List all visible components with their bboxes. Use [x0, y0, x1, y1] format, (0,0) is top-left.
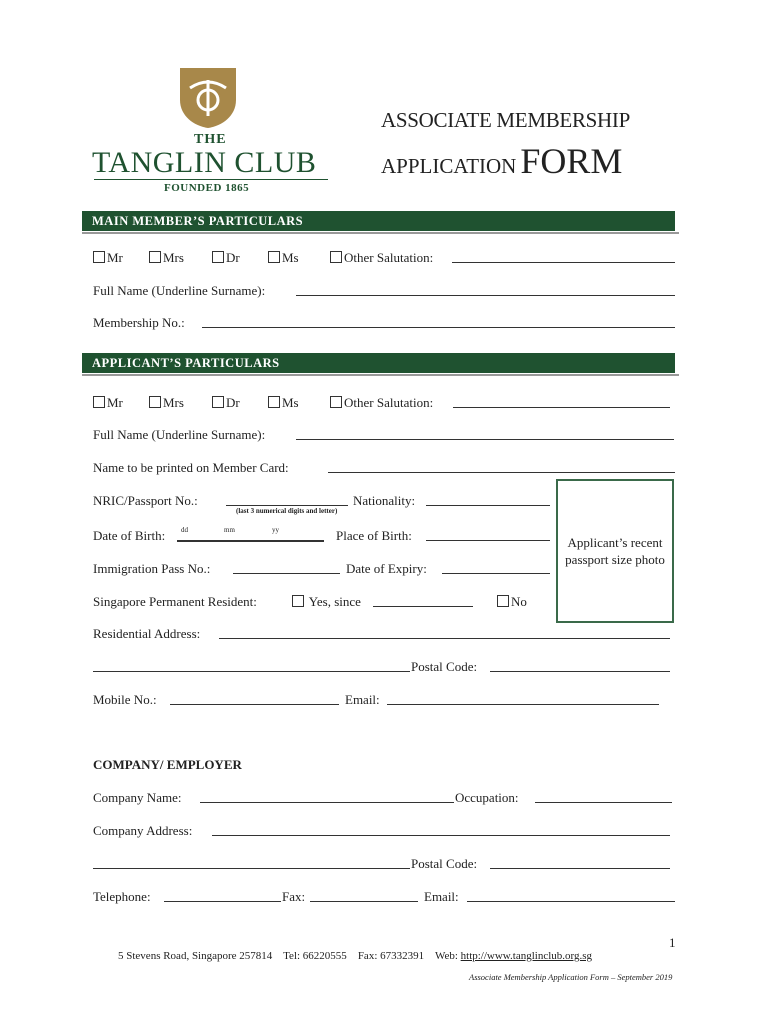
co-fax-label: Fax: — [282, 889, 306, 904]
mm-salutation-mrs[interactable]: Mrs — [149, 250, 184, 266]
ap-address-label: Residential Address: — [93, 626, 201, 641]
mm-salutation-ms[interactable]: Ms — [268, 250, 299, 266]
co-email-field[interactable] — [467, 901, 675, 902]
co-occupation-field[interactable] — [535, 802, 672, 803]
ap-pob-field[interactable] — [426, 540, 550, 541]
checkbox-icon — [149, 251, 161, 263]
ap-nationality-label: Nationality: — [353, 493, 416, 508]
co-email-label: Email: — [424, 889, 459, 904]
applicant-heading: APPLICANT’S PARTICULARS — [82, 353, 675, 373]
ap-address-field[interactable] — [219, 638, 670, 639]
footer-web-link[interactable]: http://www.tanglinclub.org.sg — [460, 950, 593, 962]
ap-card-name-label: Name to be printed on Member Card: — [93, 460, 289, 475]
ap-email-label: Email: — [345, 692, 380, 707]
mm-full-name-label: Full Name (Underline Surname): — [93, 283, 266, 298]
ap-pob-label: Place of Birth: — [336, 528, 412, 543]
ap-expiry-label: Date of Expiry: — [346, 561, 427, 576]
ap-card-name-field[interactable] — [328, 472, 675, 473]
photo-instructions: Applicant’s recent passport size photo — [565, 535, 665, 567]
ap-dob-field[interactable] — [177, 540, 324, 542]
form-title-line2 — [381, 140, 622, 182]
ap-mobile-field[interactable] — [170, 704, 339, 705]
ap-expiry-field[interactable] — [442, 573, 550, 574]
co-address-field[interactable] — [212, 835, 670, 836]
co-name-label: Company Name: — [93, 790, 182, 805]
ap-nric-label: NRIC/Passport No.: — [93, 493, 198, 508]
co-postal-field[interactable] — [490, 868, 670, 869]
ap-salutation-dr[interactable]: Dr — [212, 395, 240, 411]
ap-pr-no[interactable]: No — [497, 594, 527, 610]
mm-salutation-other[interactable]: Other Salutation: — [330, 250, 433, 266]
checkbox-icon — [212, 396, 224, 408]
checkbox-icon — [93, 396, 105, 408]
ap-salutation-mr[interactable]: Mr — [93, 395, 123, 411]
mm-other-salutation-field[interactable] — [452, 262, 675, 263]
checkbox-icon — [330, 396, 342, 408]
ap-mobile-label: Mobile No.: — [93, 692, 157, 707]
checkbox-icon — [330, 251, 342, 263]
ap-immigration-field[interactable] — [233, 573, 340, 574]
form-identifier: Associate Membership Application Form – September 2019 — [469, 972, 673, 982]
logo-the: THE — [194, 132, 227, 147]
ap-pr-yes[interactable]: Yes, since — [292, 594, 361, 610]
ap-salutation-ms[interactable]: Ms — [268, 395, 299, 411]
title-application: APPLICATION — [381, 154, 517, 178]
checkbox-icon — [149, 396, 161, 408]
ap-dob-mm: mm — [224, 526, 235, 534]
ap-dob-dd: dd — [181, 526, 188, 534]
co-address-label: Company Address: — [93, 823, 193, 838]
club-logo — [90, 66, 330, 196]
footer-address: 5 Stevens Road, Singapore 257814 — [118, 950, 273, 962]
footer-contact — [118, 950, 592, 962]
checkbox-icon — [292, 595, 304, 607]
logo-founded: FOUNDED 1865 — [164, 182, 250, 194]
co-fax-field[interactable] — [310, 901, 418, 902]
ap-immigration-label: Immigration Pass No.: — [93, 561, 211, 576]
logo-name: TANGLIN CLUB — [92, 146, 317, 179]
co-address-field-2[interactable] — [93, 868, 410, 869]
checkbox-icon — [268, 251, 280, 263]
co-telephone-label: Telephone: — [93, 889, 151, 904]
checkbox-icon — [268, 396, 280, 408]
ap-pr-since-field[interactable] — [373, 606, 473, 607]
checkbox-icon — [497, 595, 509, 607]
ap-dob-yy: yy — [272, 526, 279, 534]
ap-address-field-2[interactable] — [93, 671, 410, 672]
ap-salutation-other[interactable]: Other Salutation: — [330, 395, 433, 411]
co-postal-label: Postal Code: — [411, 856, 478, 871]
title-form: FORM — [520, 141, 623, 181]
mm-membership-field[interactable] — [202, 327, 675, 328]
ap-nationality-field[interactable] — [426, 505, 550, 506]
company-heading: COMPANY/ EMPLOYER — [93, 757, 242, 772]
footer-fax: Fax: 67332391 — [357, 950, 425, 962]
co-telephone-field[interactable] — [164, 901, 281, 902]
ap-nric-field[interactable] — [226, 505, 348, 506]
ap-salutation-mrs[interactable]: Mrs — [149, 395, 184, 411]
ap-dob-label: Date of Birth: — [93, 528, 166, 543]
ap-email-field[interactable] — [387, 704, 659, 705]
co-name-field[interactable] — [200, 802, 454, 803]
co-occupation-label: Occupation: — [455, 790, 519, 805]
ap-other-salutation-field[interactable] — [453, 407, 670, 408]
ap-postal-field[interactable] — [490, 671, 670, 672]
ap-nric-hint: (last 3 numerical digits and letter) — [236, 507, 338, 515]
mm-salutation-dr[interactable]: Dr — [212, 250, 240, 266]
mm-full-name-field[interactable] — [296, 295, 675, 296]
footer-tel: Tel: 66220555 — [283, 950, 347, 962]
form-title-line1: ASSOCIATE MEMBERSHIP — [381, 108, 630, 132]
footer-web-label: Web: — [434, 950, 458, 962]
ap-full-name-label: Full Name (Underline Surname): — [93, 427, 266, 442]
mm-membership-label: Membership No.: — [93, 315, 185, 330]
main-member-heading: MAIN MEMBER’S PARTICULARS — [82, 211, 675, 231]
checkbox-icon — [212, 251, 224, 263]
ap-full-name-field[interactable] — [296, 439, 674, 440]
mm-salutation-mr[interactable]: Mr — [93, 250, 123, 266]
ap-pr-label: Singapore Permanent Resident: — [93, 594, 257, 609]
crest-icon — [176, 66, 240, 130]
passport-photo-box[interactable] — [556, 479, 674, 623]
ap-postal-label: Postal Code: — [411, 659, 478, 674]
checkbox-icon — [93, 251, 105, 263]
page-number: 1 — [669, 935, 676, 950]
